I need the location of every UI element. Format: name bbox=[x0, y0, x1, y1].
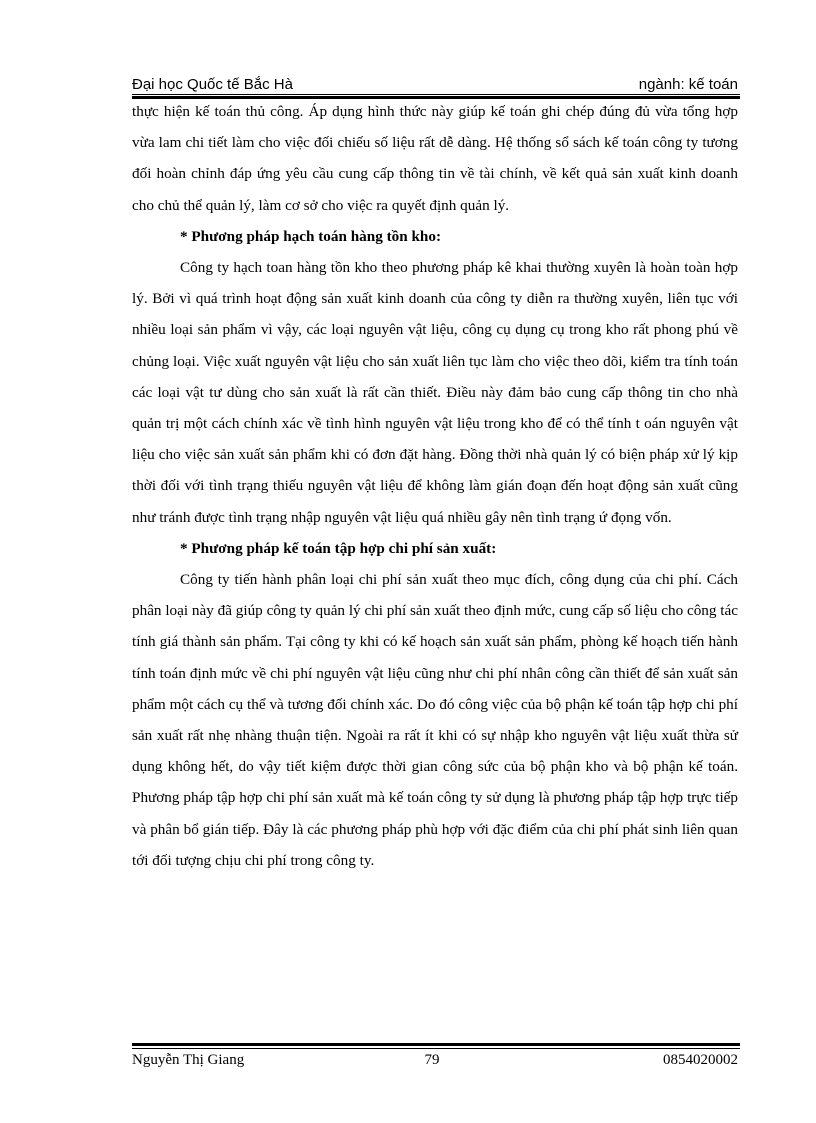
heading-cost-method: * Phương pháp kế toán tập hợp chi phí sản xuất: bbox=[180, 539, 497, 557]
heading-inventory-method: * Phương pháp hạch toán hàng tồn kho: bbox=[180, 227, 442, 245]
footer-author: Nguyễn Thị Giang bbox=[132, 1052, 245, 1068]
paragraph-cost: Công ty tiến hành phân loại chi phí sản xuất theo mục đích, công dụng của chi phí. Cách phân loại này đã giúp công ty quản lý chi phí sản xuất theo định mức, cung cấp số liệu cho công tác tính giá thành sản phẩm. Tại công ty khi có kế hoạch sản xuất sản phẩm, phòng kế hoạch tiến hành tính toán định mức về chi phí nguyên vật liệu cũng như chi phí nhân công cần thiết để sản xuất sản phẩm một cách cụ thể và tương đối chính xác. Do đó công việc của bộ phận kế toán tập hợp chi phí sản xuất rất nhẹ nhàng thuận tiện. Ngoài ra rất ít khi có sự nhập kho nguyên vật liệu xuất thừa sử dụng không hết, do vậy tiết kiệm được thời gian công sức của bộ phận kho và bộ phận kế toán. Phương pháp tập hợp chi phí sản xuất mà kế toán công ty sử dụng là phương pháp tập hợp trực tiếp và phân bổ gián tiếp. Đây là các phương pháp phù hợp với đặc điểm của chi phí phát sinh liên quan tới đối tượng chịu chi phí trong công ty. bbox=[132, 571, 738, 869]
page-footer bbox=[132, 1052, 738, 1074]
header-major: ngành: kế toán bbox=[638, 76, 738, 93]
footer-page-number: 79 bbox=[424, 1052, 440, 1068]
footer-rule-thin bbox=[132, 1048, 740, 1049]
footer-student-id: 0854020002 bbox=[663, 1052, 738, 1068]
paragraph-bookkeeping: thực hiện kế toán thủ công. Áp dụng hình thức này giúp kế toán ghi chép đúng đủ vừa tổng hợp vừa lam chi tiết làm cho việc đối chiếu số liệu rất dễ dàng. Hệ thống sổ sách kế toán công ty tương đối hoàn chỉnh đáp ứng yêu cầu cung cấp thông tin về tài chính, về kết quả sản xuất kinh doanh cho chủ thể quản lý, làm cơ sở cho việc ra quyết định quản lý. bbox=[132, 103, 738, 214]
document-body bbox=[132, 96, 738, 876]
header-institution: Đại học Quốc tế Bắc Hà bbox=[132, 76, 293, 93]
footer-rule-thick bbox=[132, 1043, 740, 1046]
header-rule-thin bbox=[132, 94, 740, 95]
paragraph-inventory: Công ty hạch toan hàng tồn kho theo phương pháp kê khai thường xuyên là hoàn toàn hợp lý. Bởi vì quá trình hoạt động sản xuất kinh doanh của công ty diễn ra thường xuyên, liên tục với nhiều loại sản phẩm vì vậy, các loại nguyên vật liệu, công cụ dụng cụ trong kho rất phong phú về chủng loại. Việc xuất nguyên vật liệu cho sản xuất liên tục làm cho việc theo dõi, kiểm tra tính toán các loại vật tư dùng cho sản xuất là rất cần thiết. Điều này đảm bảo cung cấp thông tin cho nhà quản trị một cách chính xác về tình hình nguyên vật liệu trong kho để có thể tính t oán nguyên vật liệu cho việc sản xuất sản phẩm khi có đơn đặt hàng. Đồng thời nhà quản lý có biện pháp xử lý kịp thời đối với tình trạng thiếu nguyên vật liệu để không làm gián đoạn đến hoạt động sản xuất cũng như tránh được tình trạng nhập nguyên vật liệu quá nhiều gây nên tình trạng ứ đọng vốn. bbox=[132, 259, 738, 526]
page-header bbox=[132, 74, 738, 96]
